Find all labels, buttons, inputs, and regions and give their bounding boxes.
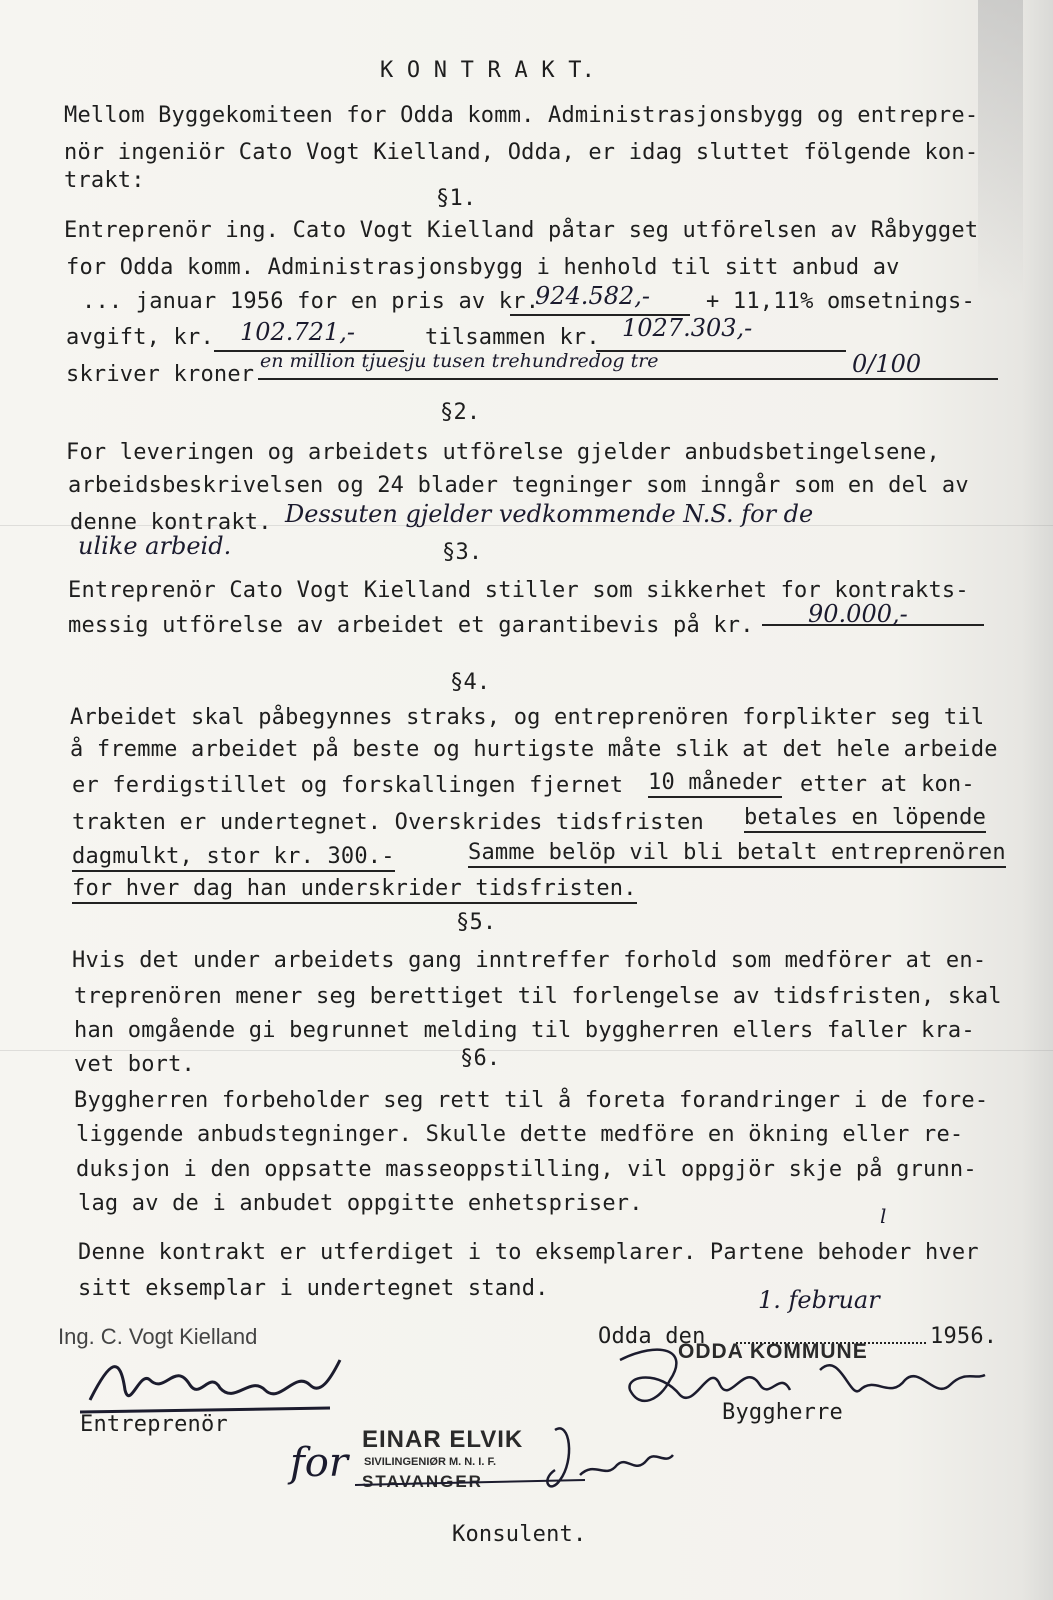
s5-line-4: vet bort. — [74, 1052, 196, 1077]
s6-line-2: liggende anbudstegninger. Skulle dette medföre en ökning eller re- — [76, 1122, 964, 1147]
place-date-label: Odda den — [598, 1324, 706, 1349]
price-handwritten: 924.582,- — [535, 282, 650, 310]
s1-line-5a: skriver kroner — [66, 362, 255, 387]
s4-line-3a: er ferdigstillet og forskallingen fjernet — [72, 773, 624, 798]
closing-insertion: l — [880, 1204, 887, 1228]
daily-fine: dagmulkt, stor kr. 300.- — [72, 844, 395, 872]
consultant-stamp-name: EINAR ELVIK — [362, 1426, 524, 1453]
s5-line-1: Hvis det under arbeidets gang inntreffer forhold som medförer at en- — [72, 948, 987, 973]
section-1-heading: §1. — [436, 186, 477, 211]
closing-line-1: Denne kontrakt er utferdiget i to eksemplarer. Partene behoder hver — [78, 1240, 979, 1265]
section-2-heading: §2. — [440, 400, 481, 425]
consultant-stamp-title: SIVILINGENIØR M. N. I. F. — [364, 1456, 497, 1468]
intro-line-3: trakt: — [64, 168, 145, 193]
s2-line-2: arbeidsbeskrivelsen og 24 blader tegninger som inngår som en del av — [68, 473, 969, 498]
amount-in-words: en million tjuesju tusen trehundredog tre — [260, 350, 659, 372]
s3-line-1: Entreprenör Cato Vogt Kielland stiller som sikkerhet for kontrakts- — [68, 578, 969, 603]
s4-line-1: Arbeidet skal påbegynnes straks, og entreprenören forplikter seg til — [70, 705, 985, 730]
s4-line-3b: etter at kon- — [800, 772, 975, 797]
date-handwritten: 1. februar — [758, 1286, 880, 1314]
document-title: K O N T R A K T. — [380, 58, 596, 83]
odda-kommune-stamp: ODDA KOMMUNE — [678, 1340, 868, 1363]
closing-line-2: sitt eksemplar i undertegnet stand. — [78, 1276, 549, 1301]
section-3-heading: §3. — [442, 540, 483, 565]
guarantee-amount: 90.000,- — [808, 600, 908, 628]
bonus-clause: Samme belöp vil bli betalt entreprenören — [468, 840, 1006, 868]
s6-line-4: lag av de i anbudet oppgitte enhetspriser. — [78, 1191, 643, 1216]
fold-line — [0, 1050, 1053, 1051]
s6-line-3: duksjon i den oppsatte masseoppstilling, vil oppgjör skje på grunn- — [76, 1157, 977, 1182]
s6-line-1: Byggherren forbeholder seg rett til å foreta forandringer i de fore- — [74, 1088, 989, 1113]
contractor-printed-name: Ing. C. Vogt Kielland — [58, 1324, 258, 1349]
section-6-heading: §6. — [460, 1046, 501, 1071]
s1-line-4b: tilsammen kr. — [425, 325, 600, 350]
s1-line-2: for Odda komm. Administrasjonsbygg i henhold til sitt anbud av — [66, 255, 900, 280]
intro-line-1: Mellom Byggekomiteen for Odda komm. Administrasjonsbygg og entrepre- — [64, 103, 979, 128]
s2-handwritten-2: ulike arbeid. — [78, 532, 232, 560]
s1-line-1: Entreprenör ing. Cato Vogt Kielland påtar seg utförelsen av Råbygget — [64, 218, 979, 243]
consultant-signature — [355, 1420, 685, 1500]
total-handwritten: 1027.303,- — [622, 314, 753, 342]
words-underline — [258, 378, 998, 380]
s4-line-4a: trakten er undertegnet. Overskrides tidsfristen — [72, 810, 704, 835]
s2-line-3: denne kontrakt. — [70, 510, 272, 535]
cents-handwritten: 0/100 — [852, 350, 922, 378]
s4-line-2: å fremme arbeidet på beste og hurtigste måte slik at det hele arbeide — [70, 737, 998, 762]
s3-line-2: messig utförelse av arbeidet et garantibevis på kr. — [68, 613, 754, 638]
s1-line-3b: + 11,11% omsetnings- — [706, 289, 975, 314]
consultant-role: Konsulent. — [452, 1522, 587, 1547]
paper-shadow — [978, 0, 1023, 300]
owner-role: Byggherre — [722, 1400, 844, 1425]
s4-line-4-underlined: betales en löpende — [744, 805, 986, 833]
consultant-stamp-city: STAVANGER — [362, 1472, 483, 1491]
section-4-heading: §4. — [450, 670, 491, 695]
intro-line-2: nör ingeniör Cato Vogt Kielland, Odda, er idag sluttet fölgende kon- — [64, 140, 979, 165]
consultant-for: for — [290, 1440, 349, 1486]
year-label: 1956. — [930, 1324, 998, 1349]
deadline-months: 10 måneder — [648, 770, 782, 798]
contractor-role: Entreprenör — [80, 1412, 228, 1437]
tax-handwritten: 102.721,- — [240, 318, 355, 346]
s2-line-1: For leveringen og arbeidets utförelse gjelder anbudsbetingelsene, — [66, 440, 940, 465]
bonus-clause-end: for hver dag han underskrider tidsfristen. — [72, 876, 637, 904]
s5-line-3: han omgående gi begrunnet melding til byggherren ellers faller kra- — [74, 1018, 975, 1043]
s1-line-3a: ... januar 1956 for en pris av kr. — [82, 289, 540, 314]
section-5-heading: §5. — [456, 910, 497, 935]
s1-line-4a: avgift, kr. — [66, 325, 214, 350]
s2-handwritten-1: Dessuten gjelder vedkommende N.S. for de — [285, 500, 814, 528]
contractor-signature — [80, 1350, 360, 1420]
s5-line-2: treprenören mener seg berettiget til forlengelse av tidsfristen, skal — [74, 984, 1002, 1009]
